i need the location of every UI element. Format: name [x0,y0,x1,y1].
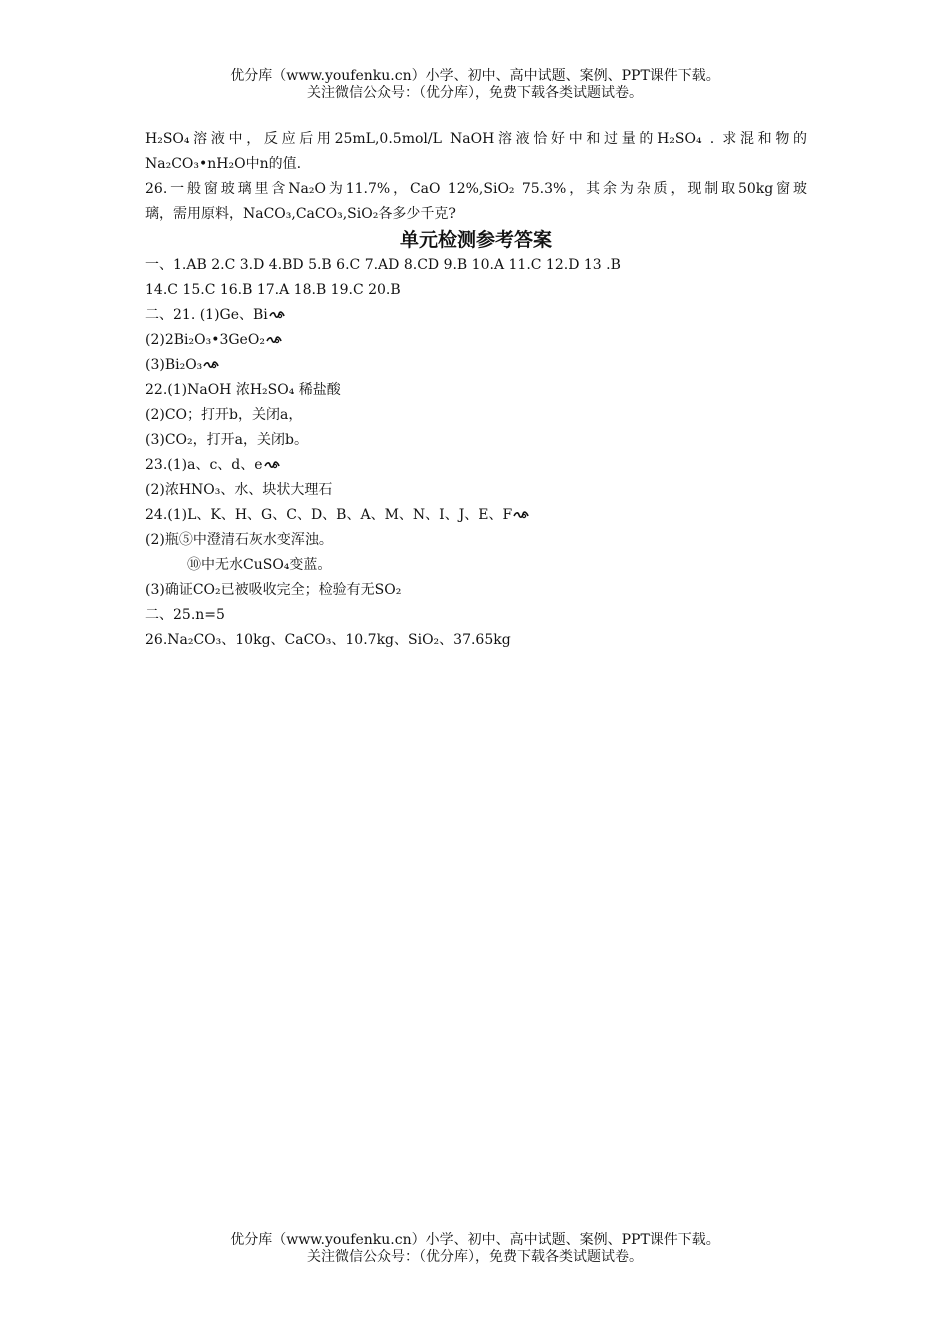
document-body [145,127,807,653]
scribble-mark-icon [269,310,285,320]
answer-line: (3)Bi₂O₃ [145,353,807,378]
footer-line-2: 关注微信公众号：（优分库），免费下载各类试题试卷。 [307,1249,643,1265]
answer-line: 二、21. (1)Ge、Bi [145,303,807,328]
answer-line: 二、25.n=5 [145,607,225,623]
answer-line: (2)瓶⑤中澄清石灰水变浑浊。 [145,532,333,548]
scribble-mark-icon [203,360,219,370]
answer-line: ⑩中无水CuSO₄变蓝。 [187,557,332,573]
answer-line: 24.(1)L、K、H、G、C、D、B、A、M、N、I、J、E、F [145,503,807,528]
answer-line: 一、1.AB 2.C 3.D 4.BD 5.B 6.C 7.AD 8.CD 9.B 10.A 11.C 12.D 13 .B [145,257,621,273]
page-header [0,68,950,102]
answer-line: 22.(1)NaOH 浓H₂SO₄ 稀盐酸 [145,382,341,398]
answer-line: (3)确证CO₂已被吸收完全；检验有无SO₂ [145,582,402,598]
scribble-mark-icon [513,510,529,520]
answer-line: (2)2Bi₂O₃•3GeO₂ [145,328,807,353]
scribble-mark-icon [266,335,282,345]
q26-line-1: 26.一般窗玻璃里含Na₂O为11.7%，CaO 12%,SiO₂ 75.3%，其余为杂质，现制取50kg窗玻 [145,181,807,197]
header-line-2: 关注微信公众号：（优分库），免费下载各类试题试卷。 [307,85,643,101]
q25-line-2: Na₂CO₃•nH₂O中n的值. [145,156,302,172]
page-footer [0,1232,950,1266]
header-line-1: 优分库（www.youfenku.cn）小学、初中、高中试题、案例、PPT课件下载。 [230,68,720,84]
answer-line: 23.(1)a、c、d、e [145,453,807,478]
answer-line: (2)CO；打开b，关闭a， [145,407,303,423]
answers-title: 单元检测参考答案 [399,229,552,251]
q25-line-1: H₂SO₄溶液中，反应后用25mL,0.5mol/L NaOH溶液恰好中和过量的H₂SO₄ . 求混和物的 [145,131,807,147]
q26-line-2: 璃，需用原料，NaCO₃,CaCO₃,SiO₂各多少千克? [145,206,456,222]
answer-line: 14.C 15.C 16.B 17.A 18.B 19.C 20.B [145,282,401,298]
answer-line: 26.Na₂CO₃、10kg、CaCO₃、10.7kg、SiO₂、37.65kg [145,632,511,648]
footer-line-1: 优分库（www.youfenku.cn）小学、初中、高中试题、案例、PPT课件下载。 [230,1232,720,1248]
scribble-mark-icon [264,460,280,470]
answer-line: (2)浓HNO₃、水、块状大理石 [145,482,333,498]
answer-line: (3)CO₂，打开a，关闭b。 [145,432,308,448]
